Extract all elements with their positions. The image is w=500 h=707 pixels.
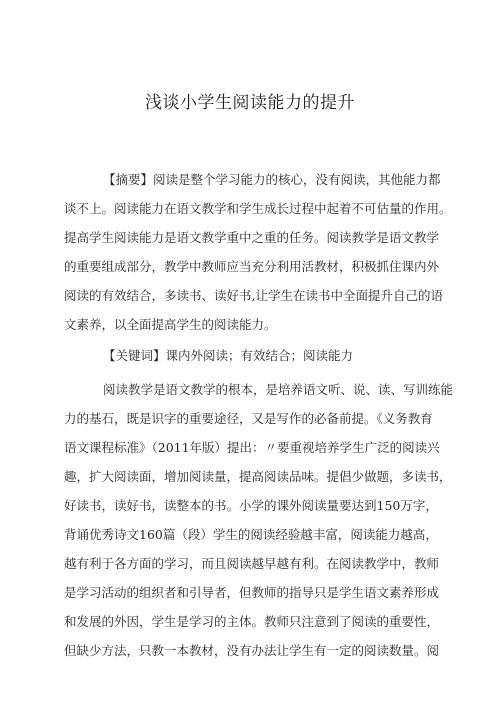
keywords-line bbox=[103, 346, 353, 364]
abstract-line-5: 阅读的有效结合，多读书、读好书,让学生在读书中全面提升自己的语 bbox=[64, 288, 443, 303]
body-line-6: 背诵优秀诗文160篇（段）学生的阅读经验越丰富，阅读能力越高， bbox=[64, 527, 438, 542]
abstract-line-6: 文素养，以全面提高学生的阅读能力。 bbox=[64, 317, 277, 332]
abstract-text: 阅读是整个学习能力的核心，没有阅读，其他能力都 bbox=[153, 172, 441, 187]
body-line-3: 语文课程标准》（2011年版）提出：〃要重视培养学生广泛的阅读兴 bbox=[64, 440, 440, 455]
abstract-line-1 bbox=[103, 170, 441, 188]
document-title: 浅谈小学生阅读能力的提升 bbox=[145, 93, 355, 113]
body-line-9: 和发展的外因，学生是学习的主体。教师只注意到了阅读的重要性， bbox=[64, 614, 440, 629]
abstract-line-2: 谈不上。阅读能力在语文教学和学生成长过程中起着不可估量的作用。 bbox=[64, 201, 452, 216]
body-line-2: 力的基石，既是识字的重要途径，又是写作的必备前提。《义务教育 bbox=[64, 411, 433, 426]
body-line-7: 越有利于各方面的学习，而且阅读越早越有利。在阅读教学中，教师 bbox=[64, 556, 440, 571]
keywords-text: 课内外阅读；有效结合；阅读能力 bbox=[165, 348, 354, 363]
body-line-8: 是学习活动的组织者和引导者，但教师的指导只是学生语文素养形成 bbox=[64, 585, 440, 600]
body-line-1: 阅读教学是语文教学的根本，是培养语文听、说、读、写训练能 bbox=[103, 382, 454, 397]
body-line-4: 趣，扩大阅读面，增加阅读量，提高阅读品味。提倡少做题，多读书， bbox=[64, 469, 452, 484]
abstract-line-4: 的重要组成部分，教学中教师应当充分利用活教材，积极抓住课内外 bbox=[64, 259, 440, 274]
abstract-label: 【摘要】 bbox=[103, 172, 154, 187]
body-line-10: 但缺少方法，只教一本教材，没有办法让学生有一定的阅读数量。阅 bbox=[64, 643, 440, 658]
body-line-5: 好读书，读好书，读整本的书。小学的课外阅读量要达到150万字， bbox=[64, 498, 438, 513]
keywords-label: 【关键词】 bbox=[103, 348, 166, 363]
abstract-line-3: 提高学生阅读能力是语文教学重中之重的任务。阅读教学是语文教学 bbox=[64, 230, 440, 245]
